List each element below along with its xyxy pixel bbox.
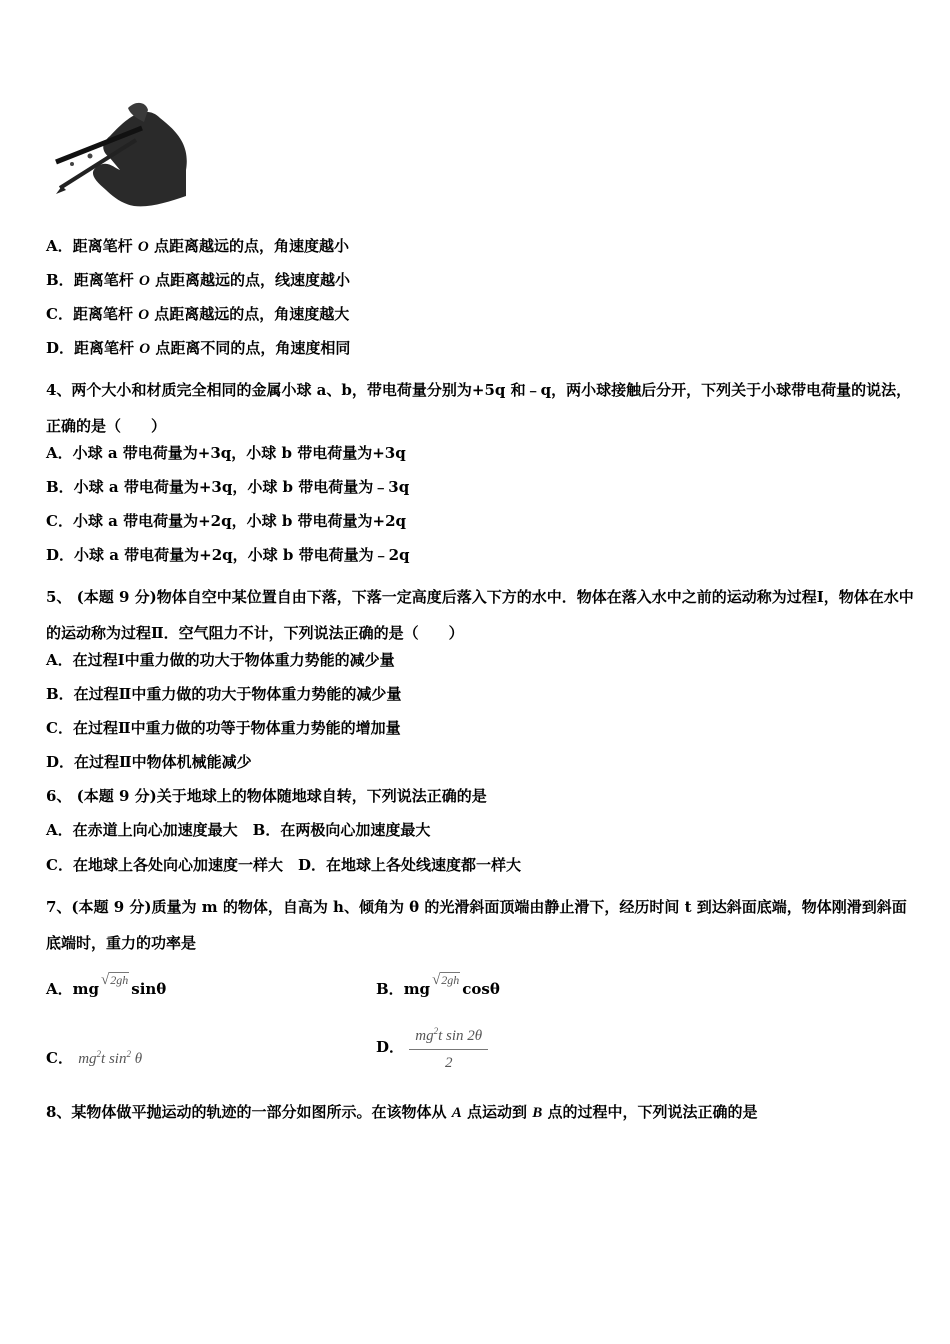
q3-option-d: D．距离笔杆 O 点距离不同的点，角速度相同 (46, 339, 351, 357)
q7-stem: 7、(本题 9 分)质量为 m 的物体，自高为 h、倾角为 θ 的光滑斜面顶端由静止滑下，经历时间 t 到达斜面底端，物体刚滑到斜面底端时，重力的功率是 (46, 898, 907, 952)
q5-option-c: C．在过程Ⅱ中重力做的功等于物体重力势能的增加量 (46, 719, 401, 737)
q4-option-a: A．小球 a 带电荷量为+3q，小球 b 带电荷量为+3q (46, 444, 406, 462)
q6-options-row2: C．在地球上各处向心加速度一样大 D．在地球上各处线速度都一样大 (46, 856, 521, 874)
q5-option-a: A．在过程Ⅰ中重力做的功大于物体重力势能的减少量 (46, 651, 395, 669)
q7-c-formula: $mg^2t$ $\sin^2 \theta$ (78, 1049, 143, 1067)
q6-stem: 6、 (本题 9 分)关于地球上的物体随地球自转，下列说法正确的是 (46, 787, 487, 805)
q7-option-a: A．mg √2gh sinθ (46, 972, 167, 998)
q4-option-d: D．小球 a 带电荷量为+2q，小球 b 带电荷量为﹣2q (46, 546, 410, 564)
q3-option-c: C．距离笔杆 O 点距离越远的点，角速度越大 (46, 305, 350, 323)
q5-option-d: D．在过程Ⅱ中物体机械能减少 (46, 753, 252, 771)
q7-option-b: B．mg √2gh cosθ (376, 972, 500, 998)
q3-option-b: B．距离笔杆 O 点距离越远的点，线速度越小 (46, 271, 351, 289)
q3-option-a: A．距离笔杆 O 点距离越远的点，角速度越小 (46, 237, 349, 255)
q7-d-fraction: $\frac{mg^2t \sin 2\theta}{2}$ (409, 1020, 488, 1074)
q4-option-b: B．小球 a 带电荷量为+3q，小球 b 带电荷量为﹣3q (46, 478, 410, 496)
q5-option-b: B．在过程Ⅱ中重力做的功大于物体重力势能的减少量 (46, 685, 402, 703)
q7-option-c: C． $mg^2t$ $\sin^2 \theta$ (46, 1049, 143, 1067)
q4-option-c: C．小球 a 带电荷量为+2q，小球 b 带电荷量为+2q (46, 512, 407, 530)
q4-stem: 4、两个大小和材质完全相同的金属小球 a、b，带电荷量分别为+5q 和﹣q，两小球接触后分开，下列关于小球带电荷量的说法，正确的是（ ） (46, 381, 912, 435)
hand-pen-figure (50, 96, 190, 212)
q5-stem: 5、 (本题 9 分)物体自空中某位置自由下落，下落一定高度后落入下方的水中．物体在落入水中之前的运动称为过程Ⅰ，物体在水中的运动称为过程Ⅱ．空气阻力不计，下列说法正确的是（ ） (46, 588, 914, 642)
q6-options-row1: A．在赤道上向心加速度最大 B．在两极向心加速度最大 (46, 821, 431, 839)
q8-stem: 8、某物体做平抛运动的轨迹的一部分如图所示。在该物体从 A 点运动到 B 点的过程中，下列说法正确的是 (46, 1103, 758, 1121)
q7-option-d: D． $\frac{mg^2t \sin 2\theta}{2}$ (376, 1020, 488, 1074)
